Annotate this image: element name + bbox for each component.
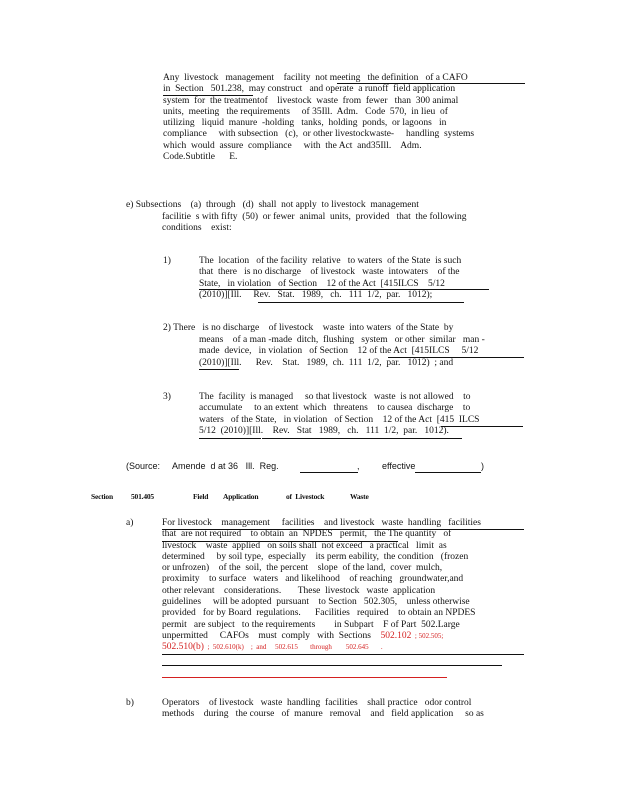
- paragraph-b-line-2: methods during the course of manure removal and field application so as: [162, 709, 484, 720]
- source-note: [126, 461, 279, 472]
- section-title-word: Waste: [350, 492, 369, 501]
- paragraph-a-line-1: For livestock management facilities and livestock waste handling facilities: [162, 518, 481, 528]
- intro-line-3: system for the treatmentof livestock waste from fewer than 300 animal: [163, 95, 459, 106]
- insert-underline: [388, 357, 524, 358]
- insert-underline: [199, 369, 239, 370]
- rule-reference: through: [297, 643, 332, 652]
- paragraph-e-line-1: e) Subsections (a) through (d) shall not apply to livestock management: [126, 200, 419, 210]
- condition-3: [199, 392, 479, 437]
- paragraph-a-line-2: that are not required to obtain an NPDES permit, the The quantity of: [162, 529, 452, 540]
- intro-line-7: which would assure compliance with the Act and35Ill. Adm.: [163, 140, 422, 151]
- condition-3-line-3: waters of the State, in violation of Section 12 of the Act [415 ILCS: [199, 414, 480, 425]
- intro-line-1: Any livestock management facility not meeting the definition of a CAFO: [163, 73, 468, 83]
- source-effective: [357, 461, 415, 472]
- source-suffix: ): [481, 461, 484, 471]
- source-prefix: (Source: Amende d at 36 Ill. Reg.: [126, 461, 279, 471]
- insert-underline: [162, 541, 398, 542]
- intro-line-4: units, meeting the requirements of 35Ill. Adm. Code 570, in lieu of: [163, 106, 448, 117]
- condition-2-continuation: [199, 335, 485, 369]
- paragraph-a-line-3: livestock waste applied on soils shall not exceed a practical limit as: [162, 540, 447, 551]
- insert-underline: [199, 289, 489, 290]
- intro-line-5: utilizing liquid manure -holding tanks, holding ponds, or lagoons in: [163, 118, 447, 129]
- rule-reference: .: [368, 643, 383, 652]
- rule-reference: ; 502.505;: [411, 631, 444, 640]
- section-heading: [0, 491, 618, 503]
- condition-1-line-3: State, in violation of Section 12 of the Act [415ILCS 5/12: [199, 278, 445, 289]
- deletion-strike: [258, 302, 464, 303]
- condition-3-line-1: The facility is managed so that livestock waste is not allowed to: [199, 392, 471, 402]
- paragraph-a: [162, 518, 481, 654]
- condition-1-line-4: (2010)][Ill. Rev. Stat. 1989, ch. 111 1/2, par. 1012);: [199, 289, 433, 300]
- paragraph-b-label: b): [126, 698, 134, 708]
- condition-2-line-2: means of a man -made ditch, flushing system or other similar man -: [199, 335, 485, 345]
- intro-line-6: compliance with subsection (c), or other livestockwaste- handling systems: [163, 129, 475, 140]
- insert-underline: [162, 665, 502, 666]
- condition-2-line-1: 2) There is no discharge of livestock waste into waters of the State by: [163, 323, 454, 333]
- condition-1: [199, 256, 461, 301]
- rule-reference: ; 502.610(k): [203, 643, 244, 652]
- insert-underline: [337, 83, 525, 84]
- condition-1-line-1: The location of the facility relative to waters of the State is such: [199, 256, 462, 266]
- insert-underline: [441, 426, 523, 427]
- rule-reference: ; and 502.615: [243, 643, 298, 652]
- paragraph-a-line-4: determined by soil type, especially its perm eability, the condition (frozen: [162, 551, 469, 562]
- condition-3-number: 3): [163, 392, 171, 402]
- condition-2-line-4: (2010)][Ill. Rev. Stat. 1989, ch. 111 1/2, par. 1012) ; and: [199, 357, 454, 368]
- insert-underline: [162, 529, 524, 530]
- paragraph-a-line-6: proximity to surface waters and likelihood of reaching groundwater,and: [162, 574, 464, 585]
- condition-3-line-2: accumulate to an extent which threatens to causea discharge to: [199, 403, 471, 414]
- paragraph-a-line-10: permit are subject to the requirements in Subpart F of Part 502.Large: [162, 619, 460, 630]
- paragraph-e-continuation: [162, 212, 466, 235]
- intro-paragraph: [163, 73, 474, 163]
- deletion-strike: [262, 438, 462, 439]
- rule-reference: 502.102: [380, 630, 412, 641]
- paragraph-a-line-11: unpermitted CAFOs must comply with Sections 502.102 ; 502.505;: [162, 630, 444, 641]
- source-close: [481, 461, 484, 472]
- section-title-word: Field: [193, 492, 209, 501]
- paragraph-e-line-3: conditions exist:: [162, 223, 232, 234]
- insert-underline: [162, 654, 524, 655]
- insert-underline: [163, 95, 253, 96]
- condition-2-line-3: made device, in violation of Section 12 of the Act [415ILCS 5/12: [199, 346, 479, 357]
- rule-reference: 502.645: [331, 643, 369, 652]
- paragraph-a-label: a): [126, 518, 134, 528]
- paragraph-b-line-1: Operators of livestock waste handling facilities shall practice odor control: [162, 698, 472, 708]
- paragraph-a-line-8: guidelines will be adopted pursuant to Section 502.305, unless otherwise: [162, 597, 470, 608]
- insert-underline: [199, 438, 261, 439]
- intro-line-2: in Section 501.238, may construct and operate a runoff field application: [163, 84, 456, 95]
- blank-underline: [300, 472, 358, 473]
- source-middle: , effective: [357, 461, 416, 471]
- condition-1-number: 1): [163, 256, 171, 266]
- paragraph-a-line-7: other relevant considerations. These livestock waste application: [162, 585, 436, 596]
- section-number: 501.405: [131, 492, 154, 501]
- paragraph-b: [162, 698, 484, 721]
- section-title-word: Application: [223, 492, 259, 501]
- intro-line-8: Code.Subtitle E.: [163, 152, 238, 163]
- section-title-word: of Livestock: [286, 492, 325, 501]
- section-label: Section: [91, 492, 113, 501]
- paragraph-a-line-12: [162, 642, 481, 653]
- paragraph-a-line-9: provided for by Board regulations. Facilities required to obtain an NPDES: [162, 608, 476, 619]
- paragraph-e: [126, 200, 419, 211]
- condition-1-line-2: that there is no discharge of livestock waste intowaters of the: [199, 267, 460, 278]
- insert-underline: [162, 677, 447, 678]
- blank-underline: [415, 472, 481, 473]
- rule-reference: 502.510(b): [162, 642, 204, 653]
- condition-2: [163, 323, 453, 334]
- condition-3-line-4: 5/12 (2010)][Ill. Rev. Stat 1989, ch. 111 1/2, par. 1012).: [199, 425, 449, 436]
- paragraph-e-line-2: facilitie s with fifty (50) or fewer animal units, provided that the following: [162, 212, 467, 222]
- paragraph-a-line-5: or unfrozen) of the soil, the percent slope of the land, cover mulch,: [162, 563, 443, 574]
